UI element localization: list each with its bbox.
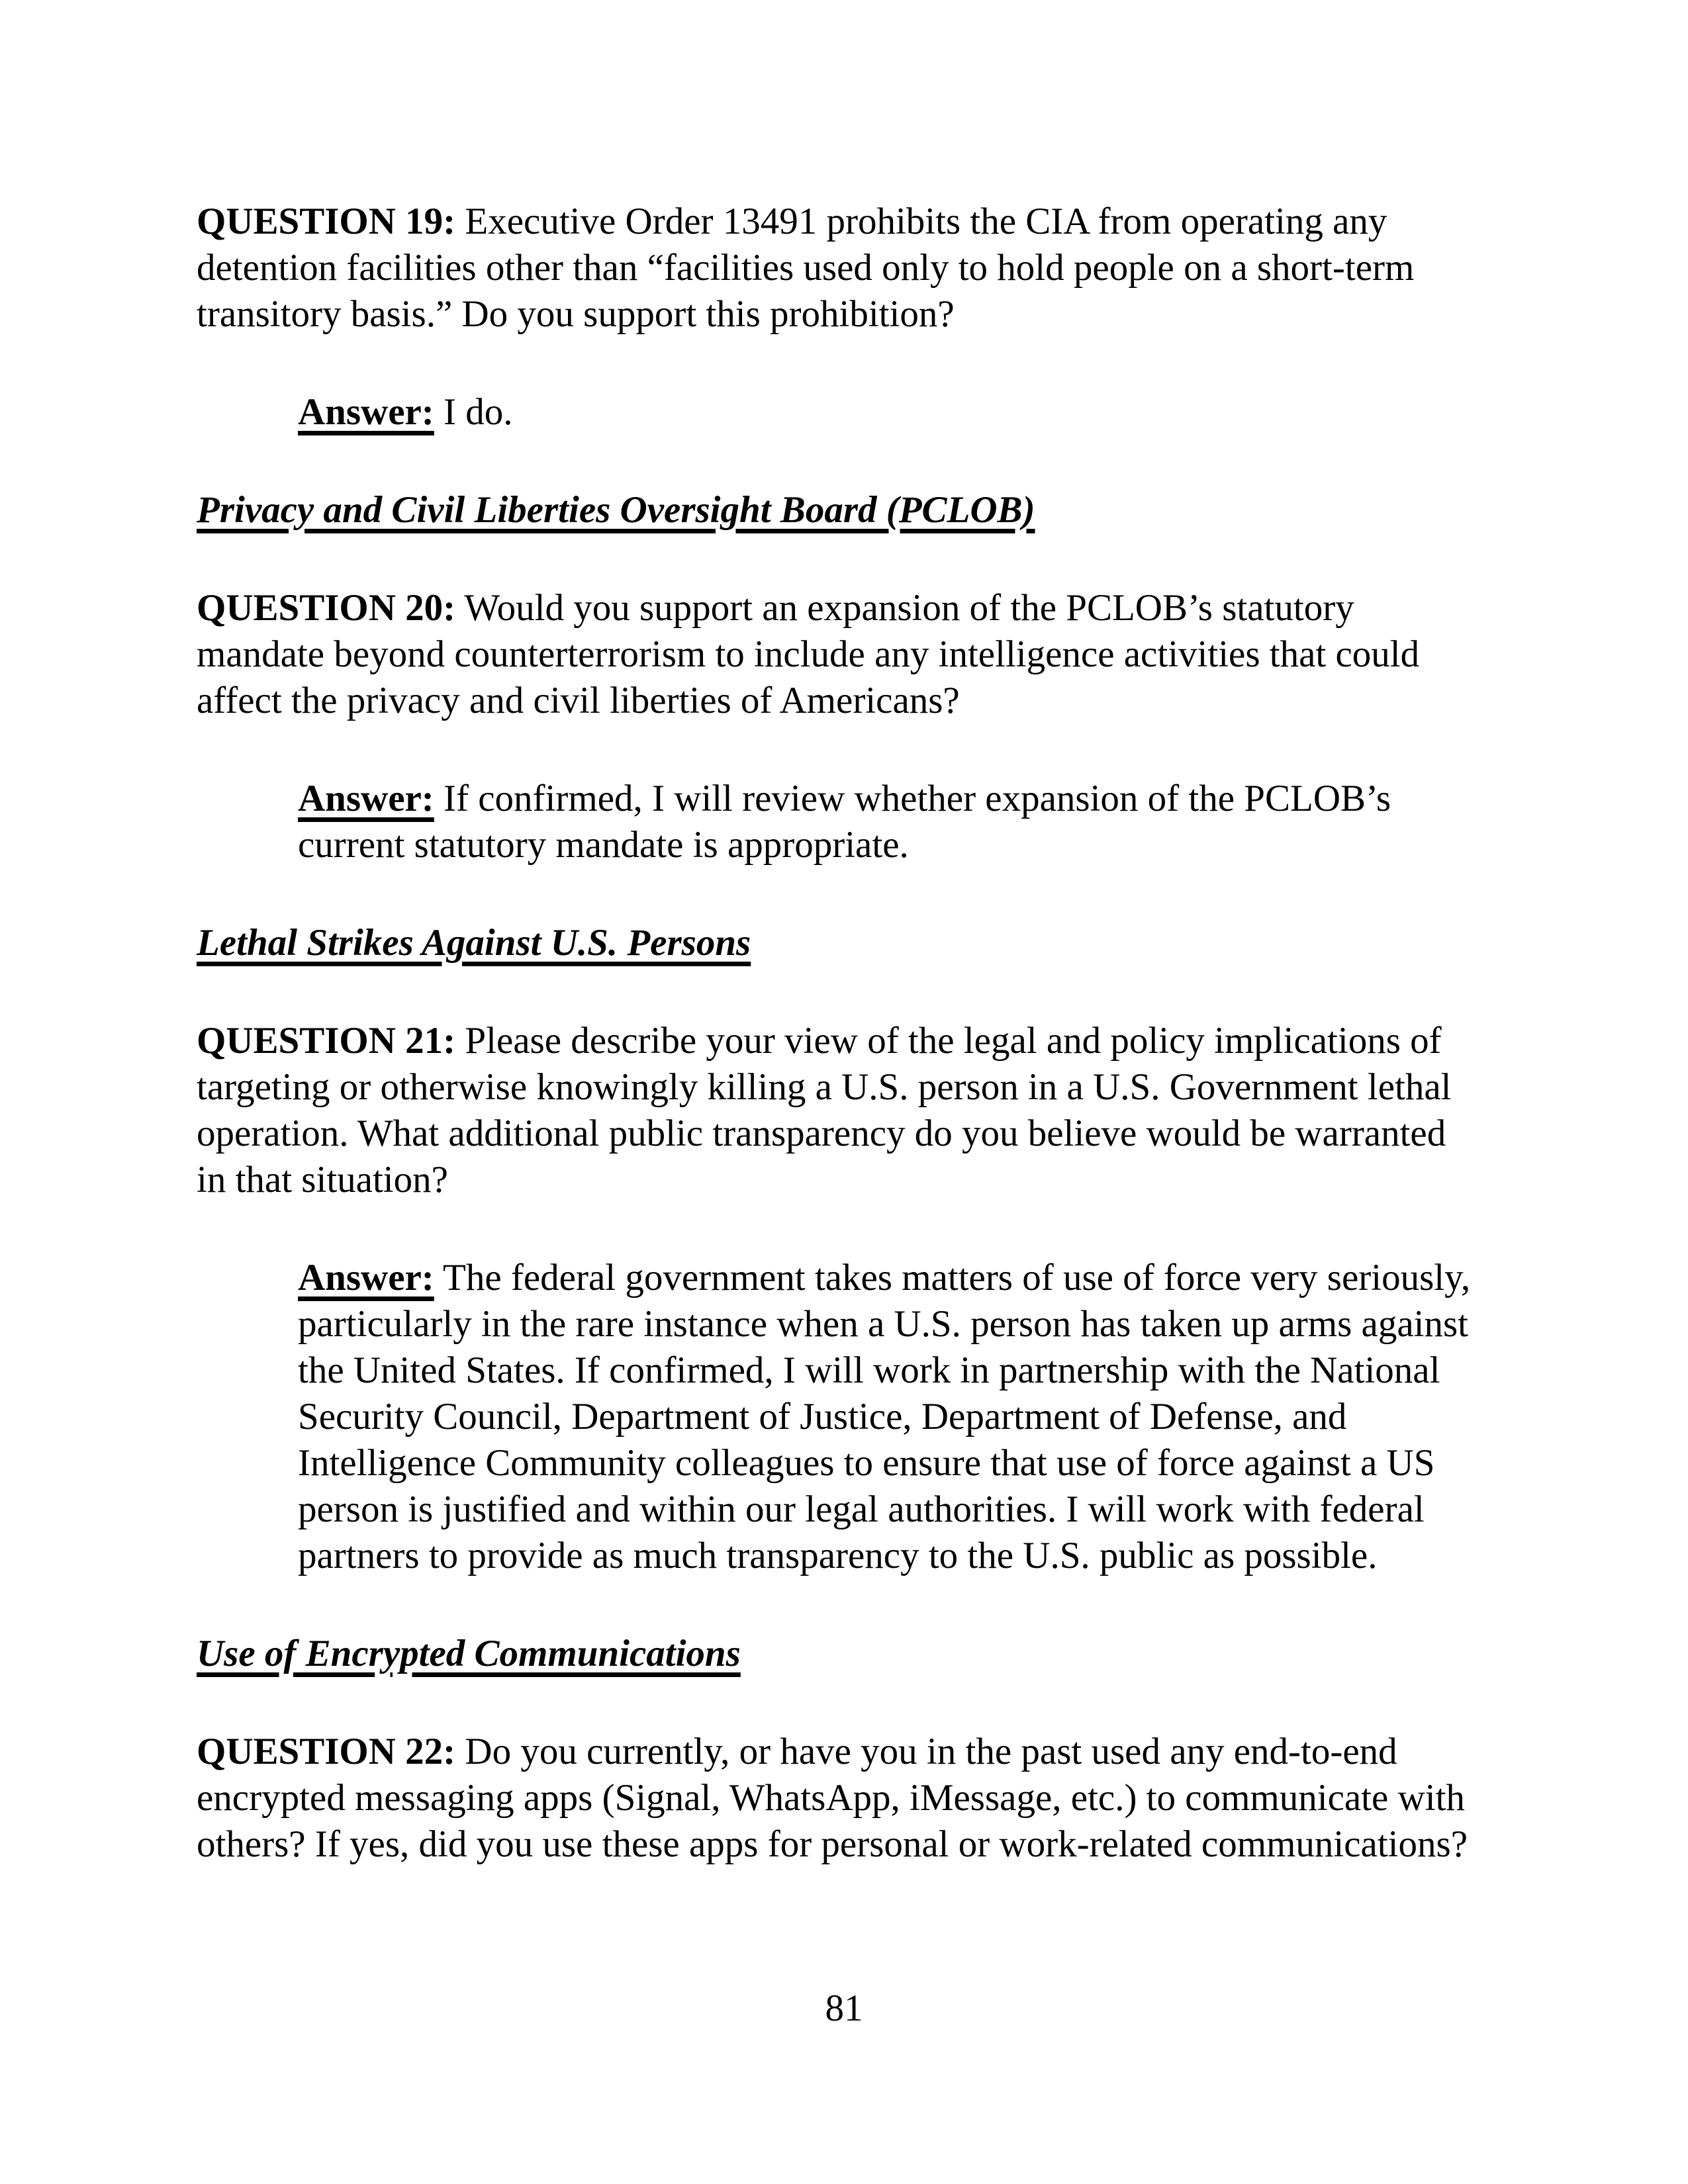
question-22-label: QUESTION 22: <box>197 1731 456 1772</box>
question-19-text: Executive Order 13491 prohibits the CIA from operating any detention facilities other than “facilities used only to hold people on a short-term transitory basis.” Do you support this prohibition? <box>197 201 1415 335</box>
answer-21-label: Answer: <box>298 1257 434 1298</box>
answer-21 <box>298 1255 1484 1579</box>
question-21 <box>197 1018 1484 1203</box>
section-heading-encrypted-communications: Use of Encrypted Communications <box>197 1633 741 1674</box>
answer-19 <box>298 389 1484 435</box>
page-footer <box>0 1985 1688 2032</box>
page-number: 81 <box>825 1987 863 2029</box>
question-22-text: Do you currently, or have you in the past used any end-to-end encrypted messaging apps (Signal, WhatsApp, iMessage, etc.) to communicate with others? If yes, did you use these apps for personal or work-related communications? <box>197 1731 1468 1865</box>
answer-19-label: Answer: <box>298 391 434 433</box>
question-21-text: Please describe your view of the legal and policy implications of targeting or otherwise knowingly killing a U.S. person in a U.S. Government lethal operation. What additional public transparency do you believe would be warranted in that situation? <box>197 1020 1452 1201</box>
question-21-label: QUESTION 21: <box>197 1020 456 1062</box>
answer-19-text: I do. <box>444 391 513 433</box>
answer-20-label: Answer: <box>298 778 434 819</box>
question-19 <box>197 199 1484 338</box>
answer-21-text: The federal government takes matters of use of force very seriously, particularly in the rare instance when a U.S. person has taken up arms against the United States. If confirmed, I will work in partnership with the National Security Council, Department of Justice, Department of Defense, and Intelligence Community colleagues to ensure that use of force against a US person is justified and within our legal authorities. I will work with federal partners to provide as much transparency to the U.S. public as possible. <box>298 1257 1471 1576</box>
question-19-label: QUESTION 19: <box>197 201 456 242</box>
section-heading-pclob: Privacy and Civil Liberties Oversight Board (PCLOB) <box>197 489 1035 531</box>
question-20 <box>197 585 1484 724</box>
section-heading-lethal-strikes: Lethal Strikes Against U.S. Persons <box>197 922 751 964</box>
document-content <box>197 199 1484 1919</box>
answer-20-text: If confirmed, I will review whether expansion of the PCLOB’s current statutory mandate is appropriate. <box>298 778 1391 866</box>
answer-20 <box>298 776 1484 868</box>
question-22 <box>197 1729 1484 1868</box>
question-20-text: Would you support an expansion of the PCLOB’s statutory mandate beyond counterterrorism to include any intelligence activities that could affect the privacy and civil liberties of Americans? <box>197 587 1420 721</box>
question-20-label: QUESTION 20: <box>197 587 456 629</box>
